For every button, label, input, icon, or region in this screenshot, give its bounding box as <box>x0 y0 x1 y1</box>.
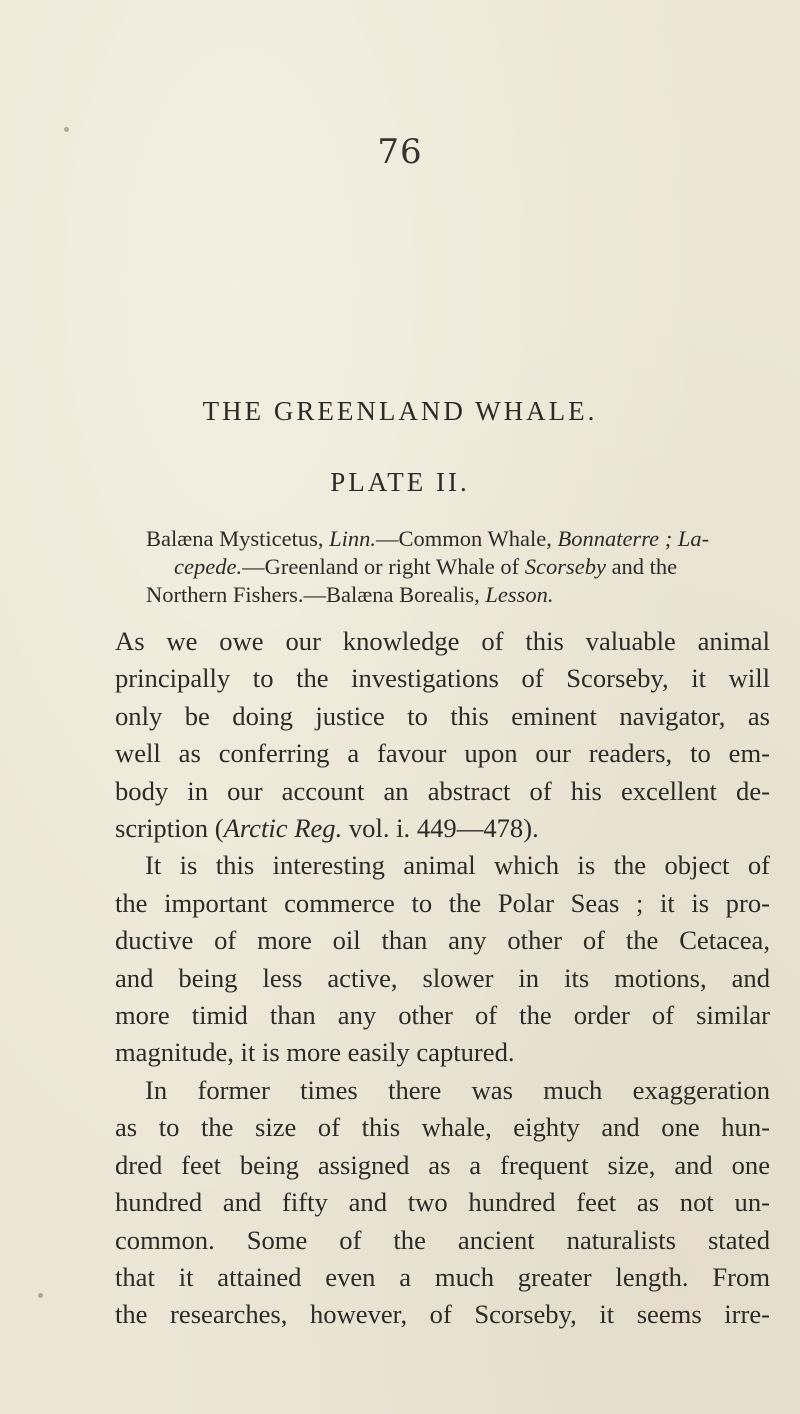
text-line: In former times there was much exaggeration <box>145 1074 770 1105</box>
text-line: the researches, however, of Scorseby, it seems irre- <box>115 1299 770 1330</box>
text-line: more timid than any other of the order of similar <box>115 1000 770 1031</box>
foxing-spot <box>64 127 69 132</box>
text-line: body in our account an abstract of his excellent de- <box>115 775 770 806</box>
text-line: ductive of more oil than any other of the Cetacea, <box>115 925 770 956</box>
synonymy-line: Balæna Mysticetus, Linn.—Common Whale, Bonnaterre ; La- <box>146 526 710 551</box>
text-line: principally to the investigations of Scorseby, it will <box>115 663 770 694</box>
text-line: well as conferring a favour upon our readers, to em- <box>115 738 770 769</box>
foxing-spot <box>38 1293 43 1298</box>
text-line: that it attained even a much greater length. From <box>115 1261 770 1292</box>
text-line: dred feet being assigned as a frequent size, and one <box>115 1149 770 1180</box>
text-line: the important commerce to the Polar Seas ; it is pro- <box>115 887 770 918</box>
synonymy-block <box>146 525 771 609</box>
synonymy-line: cepede.—Greenland or right Whale of Scorseby and the <box>174 554 678 579</box>
citation-line: scription (Arctic Reg. vol. i. 449—478). <box>115 813 539 844</box>
text-line: magnitude, it is more easily captured. <box>115 1037 515 1068</box>
page-number: 76 <box>377 132 423 172</box>
text-line: as to the size of this whale, eighty and one hun- <box>115 1112 770 1143</box>
synonymy-line: Northern Fishers.—Balæna Borealis, Lesson. <box>146 582 554 607</box>
plate-subtitle: PLATE II. <box>330 467 470 497</box>
text-line: It is this interesting animal which is the object of <box>145 850 770 881</box>
text-line: only be doing justice to this eminent navigator, as <box>115 700 770 731</box>
text-line: common. Some of the ancient naturalists stated <box>115 1224 770 1255</box>
text-line: hundred and fifty and two hundred feet as not un- <box>115 1187 770 1218</box>
chapter-title: THE GREENLAND WHALE. <box>202 396 598 426</box>
text-line: As we owe our knowledge of this valuable animal <box>115 626 770 656</box>
body-text <box>115 623 770 1334</box>
text-line: and being less active, slower in its motions, and <box>115 962 770 993</box>
